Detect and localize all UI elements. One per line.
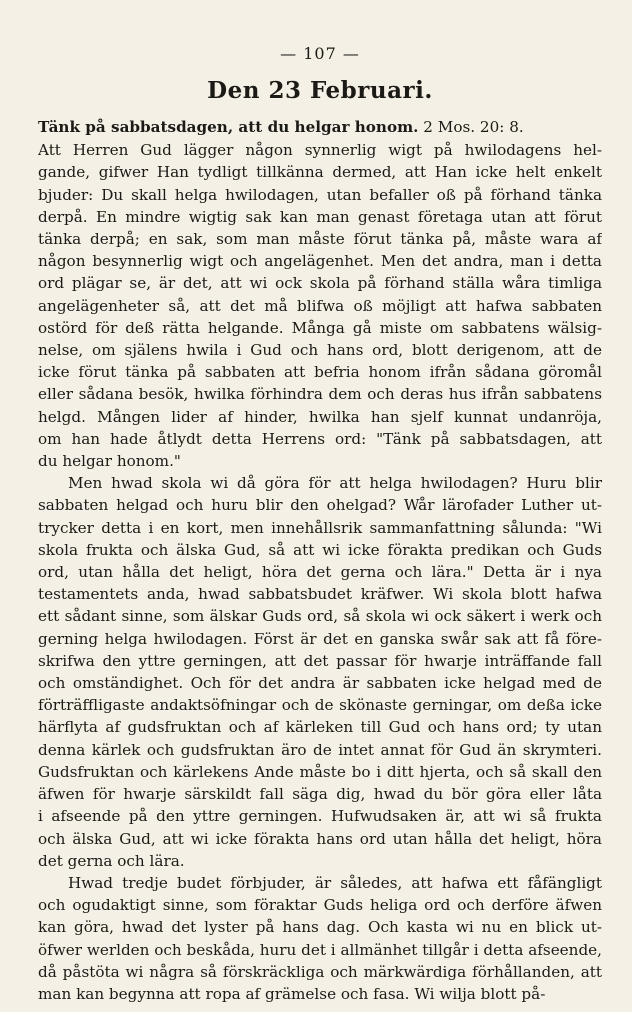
scripture-verse — [38, 116, 602, 138]
text-line: ostörd för deß rätta helgande. Många gå miste om sabbatens wälsig- — [38, 318, 602, 337]
text-line: det gerna och lära. — [38, 851, 185, 870]
text-line: gerning helga hwilodagen. Först är det en ganska swår sak att få före- — [38, 629, 602, 648]
text-line: Men hwad skola wi då göra för att helga hwilodagen? Huru blir — [68, 474, 602, 493]
text-line: ord plägar se, är det, att wi ock skola på förhand ställa wåra timliga — [38, 274, 602, 293]
body-text — [38, 139, 602, 1005]
text-line: ord, utan hålla det heligt, höra det gerna och lära." Detta är i nya — [38, 563, 602, 582]
text-line: trycker detta i en kort, men innehållsrik sammanfattning sålunda: "Wi — [38, 518, 602, 537]
page-title: Den 23 Februari. — [207, 77, 433, 104]
text-line: derpå. En mindre wigtig sak kan man genast företaga utan att förut — [38, 207, 602, 226]
text-line: testamentets anda, hwad sabbatsbudet kräfwer. Wi skola blott hafwa — [38, 585, 602, 604]
text-line: gande, gifwer Han tydligt tillkänna dermed, att Han icke helt enkelt — [38, 163, 602, 182]
text-line: skrifwa den yttre gerningen, att det passar för hwarje inträffande fall — [38, 651, 602, 670]
text-line: och omständighet. Och för det andra är sabbaten icke helgad med de — [38, 674, 602, 693]
text-line: bjuder: Du skall helga hwilodagen, utan befaller oß på förhand tänka — [38, 185, 602, 204]
text-line: tänka derpå; en sak, som man måste förut tänka på, måste wara af — [38, 230, 602, 249]
text-line: angelägenheter så, att det må blifwa oß möjligt att hafwa sabbaten — [38, 296, 602, 315]
text-line: då påstöta wi några så förskräckliga och märkwärdiga förhållanden, att — [38, 962, 602, 981]
text-line: denna kärlek och gudsfruktan äro de intet annat för Gud än skrymteri. — [38, 740, 602, 759]
text-line: Gudsfruktan och kärlekens Ande måste bo i ditt hjerta, och så skall den — [38, 762, 602, 781]
text-line: du helgar honom." — [38, 452, 181, 471]
text-line: skola frukta och älska Gud, så att wi icke förakta predikan och Guds — [38, 540, 602, 559]
text-line: ett sådant sinne, som älskar Guds ord, så skola wi ock säkert i werk och — [38, 607, 602, 626]
text-line: eller sådana besök, hwilka förhindra dem och deras hus ifrån sabbatens — [38, 385, 602, 404]
verse-text: Tänk på sabbatsdagen, att du helgar honom. — [38, 118, 419, 136]
text-line: kan göra, hwad det lyster på hans dag. Och kasta wi nu en blick ut- — [38, 918, 602, 937]
text-line: Hwad tredje budet förbjuder, är således, att hafwa ett fåfängligt — [68, 873, 602, 892]
page-number: — 107 — — [280, 44, 360, 63]
text-line: sabbaten helgad och huru blir den ohelgad? Wår lärofader Luther ut- — [38, 496, 602, 515]
text-line: nelse, om själens hwila i Gud och hans ord, blott derigenom, att de — [38, 341, 602, 360]
text-line: och ogudaktigt sinne, som föraktar Guds heliga ord och derföre äfwen — [38, 896, 602, 915]
text-line: helgd. Mången lider af hinder, hwilka han sjelf kunnat undanröja, — [38, 407, 602, 426]
text-line: Att Herren Gud lägger någon synnerlig wigt på hwilodagens hel- — [38, 141, 602, 160]
text-line: förträffligaste andaktsöfningar och de skönaste gerningar, om deßa icke — [38, 696, 602, 715]
text-line: man kan begynna att ropa af grämelse och fasa. Wi wilja blott på- — [38, 984, 546, 1003]
text-line: öfwer werlden och beskåda, huru det i allmänhet tillgår i detta afseende, — [38, 940, 602, 959]
text-line: någon besynnerlig wigt och angelägenhet. Men det andra, man i detta — [38, 252, 602, 271]
verse-reference: 2 Mos. 20: 8. — [423, 118, 524, 136]
text-line: och älska Gud, att wi icke förakta hans ord utan hålla det heligt, höra — [38, 829, 602, 848]
text-line: äfwen för hwarje särskildt fall säga dig, hwad du bör göra eller låta — [38, 785, 602, 804]
text-line: om han hade åtlydt detta Herrens ord: "Tänk på sabbatsdagen, att — [38, 429, 602, 448]
text-line: icke förut tänka på sabbaten att befria honom ifrån sådana göromål — [38, 363, 602, 382]
text-line: i afseende på den yttre gerningen. Hufwudsaken är, att wi så frukta — [38, 807, 602, 826]
text-line: härflyta af gudsfruktan och af kärleken till Gud och hans ord; ty utan — [38, 718, 602, 737]
